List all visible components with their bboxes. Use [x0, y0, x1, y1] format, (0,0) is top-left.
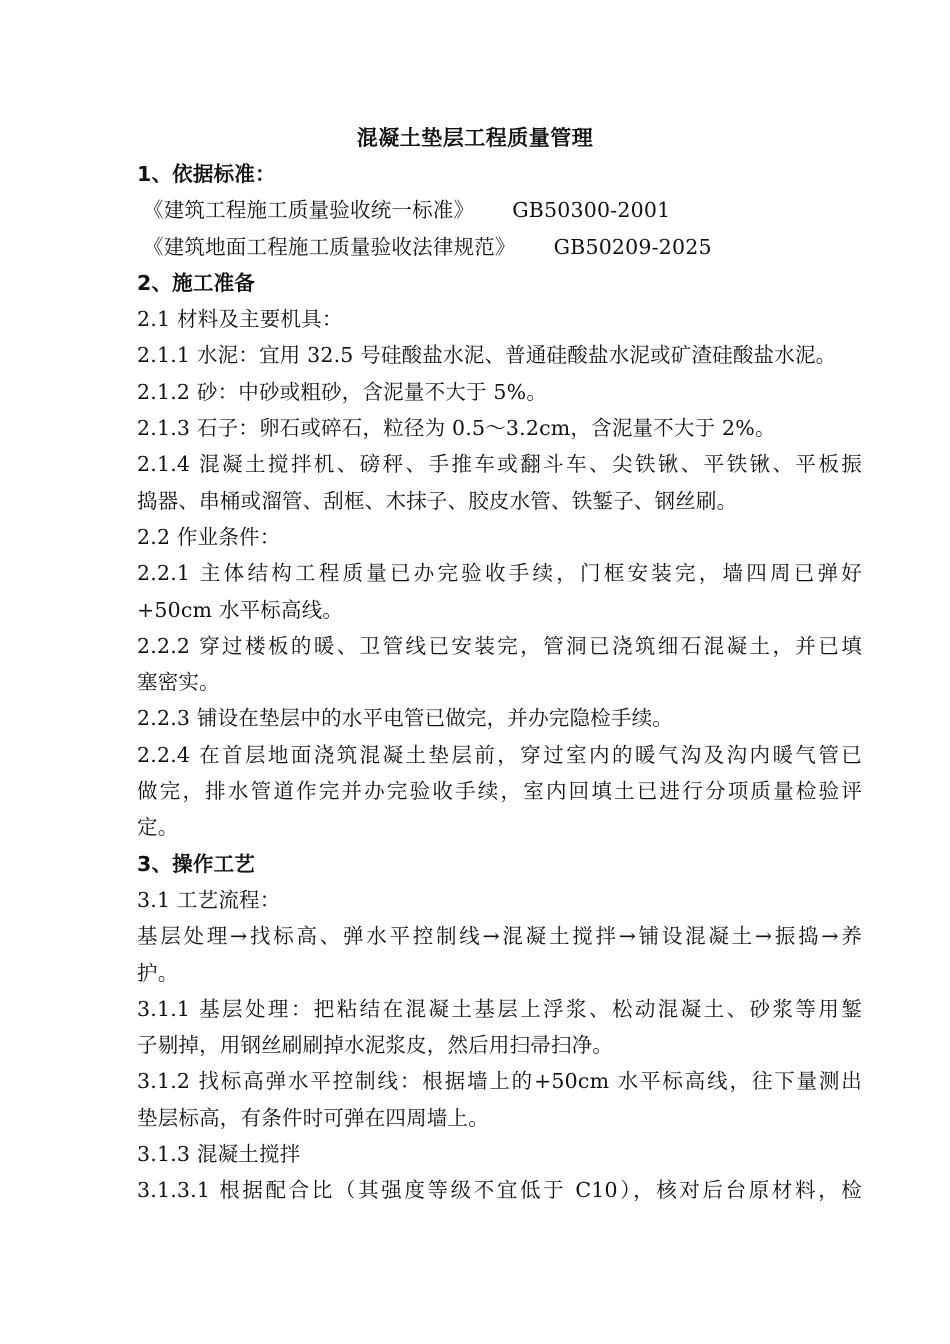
- paragraph-line: 2.2.2 穿过楼板的暖、卫管线已安装完，管洞已浇筑细石混凝土，并已填: [137, 633, 862, 658]
- paragraph-line: 2.2.1 主体结构工程质量已办完验收手续，门框安装完，墙四周已弹好: [137, 561, 862, 586]
- reference-standard-2: [137, 229, 862, 265]
- paragraph-line: 2.2 作业条件：: [137, 524, 281, 549]
- paragraph-line: 3.1.2 找标高弹水平控制线：根据墙上的+50cm 水平标高线，往下量测出: [137, 1069, 862, 1094]
- paragraph-line: 护。: [137, 960, 179, 985]
- section-heading-2: 2、施工准备: [137, 270, 255, 295]
- paragraph-line: 3.1.3.1 根据配合比（其强度等级不宜低于 C10），核对后台原材料，检: [137, 1178, 862, 1203]
- reference-code: GB50300-2001: [512, 198, 671, 223]
- reference-code: GB50209-2025: [553, 234, 712, 259]
- paragraph-line: +50cm 水平标高线。: [137, 597, 344, 622]
- paragraph-line: 3.1.3 混凝土搅拌: [137, 1142, 301, 1167]
- paragraph-line: 做完，排水管道作完并办完验收手续，室内回填土已进行分项质量检验评: [137, 779, 862, 804]
- reference-name: 《建筑地面工程施工质量验收法律规范》: [143, 234, 516, 259]
- paragraph-line: 2.1.3 石子：卵石或碎石，粒径为 0.5～3.2cm，含泥量不大于 2%。: [137, 416, 776, 441]
- section-heading-1: 1、依据标准：: [137, 162, 276, 186]
- paragraph-line: 捣器、串桶或溜管、刮框、木抹子、胶皮水管、铁錾子、钢丝刷。: [137, 488, 738, 513]
- paragraph-line: 2.2.3 铺设在垫层中的水平电管已做完，并办完隐检手续。: [137, 706, 673, 731]
- document-body: [137, 156, 862, 1209]
- section-heading-3: 3、操作工艺: [137, 851, 255, 876]
- paragraph-line: 2.1.2 砂：中砂或粗砂，含泥量不大于 5%。: [137, 379, 548, 404]
- paragraph-line: 3.1 工艺流程：: [137, 887, 281, 912]
- paragraph-line: 子剔掉，用钢丝刷刷掉水泥浆皮，然后用扫帚扫净。: [137, 1033, 614, 1058]
- paragraph-line: 垫层标高，有条件时可弹在四周墙上。: [137, 1105, 489, 1130]
- paragraph-line: 2.1 材料及主要机具：: [137, 307, 343, 332]
- reference-standard-1: [137, 192, 862, 228]
- paragraph-line: 3.1.1 基层处理：把粘结在混凝土基层上浮浆、松动混凝土、砂浆等用錾: [137, 996, 862, 1021]
- paragraph-line: 2.1.4 混凝土搅拌机、磅秤、手推车或翻斗车、尖铁锹、平铁锹、平板振: [137, 452, 862, 477]
- paragraph-line: 定。: [137, 815, 179, 840]
- reference-name: 《建筑工程施工质量验收统一标准》: [143, 198, 475, 223]
- process-flow-line: 基层处理→找标高、弹水平控制线→混凝土搅拌→铺设混凝土→振捣→养: [137, 924, 862, 949]
- document-title: 混凝土垫层工程质量管理: [356, 126, 594, 150]
- paragraph-line: 塞密实。: [137, 670, 220, 695]
- paragraph-line: 2.2.4 在首层地面浇筑混凝土垫层前，穿过室内的暖气沟及沟内暖气管已: [137, 742, 862, 767]
- paragraph-line: 2.1.1 水泥：宜用 32.5 号硅酸盐水泥、普通硅酸盐水泥或矿渣硅酸盐水泥。: [137, 343, 837, 368]
